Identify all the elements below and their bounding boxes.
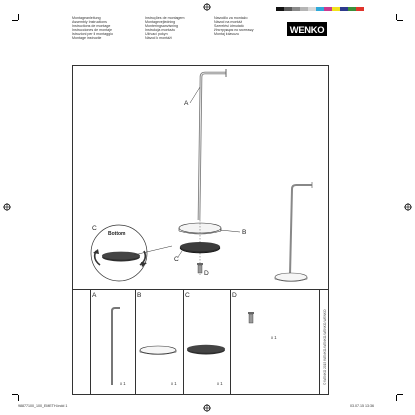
logo-text: WENKO	[289, 23, 325, 35]
part-letter-a: A	[92, 292, 97, 299]
color-swatch	[332, 7, 340, 11]
color-swatch	[316, 7, 324, 11]
color-swatch	[284, 7, 292, 11]
crop-mark	[18, 395, 19, 401]
registration-mark-icon	[203, 404, 211, 412]
color-swatch	[348, 7, 356, 11]
registration-mark-icon	[3, 203, 11, 211]
crop-mark	[12, 394, 18, 395]
language-list-3	[214, 16, 254, 36]
screw	[198, 265, 202, 273]
color-swatch	[308, 7, 316, 11]
language-list-1	[72, 16, 113, 40]
crop-mark	[18, 14, 19, 20]
wenko-logo	[287, 22, 327, 36]
crop-mark	[397, 20, 403, 21]
part-letter-d: D	[232, 292, 237, 299]
language-item: Užívací pokyn	[145, 32, 168, 37]
part-b-base	[140, 346, 176, 354]
language-item: Istruzioni per il montaggio	[72, 32, 113, 37]
language-item: Montaj kılavuzu	[214, 32, 239, 37]
label-a: A	[184, 100, 189, 107]
language-list-2	[145, 16, 185, 40]
color-swatch	[340, 7, 348, 11]
language-item: Návod k montáži	[145, 36, 172, 41]
language-item: Instruções de montagem	[145, 16, 185, 20]
label-d: D	[204, 270, 209, 277]
language-item: Instructions de montage	[72, 24, 111, 29]
language-item: Navodilo za montažo	[214, 16, 248, 20]
language-item: Instrucciones de montaje	[72, 28, 112, 33]
crop-mark	[397, 394, 403, 395]
part-d-screw	[249, 314, 253, 323]
language-item: Szerelési útmutató	[214, 24, 244, 29]
part-b-qty: x 1	[171, 381, 177, 386]
footer-timestamp: 03.07.15 13:36	[350, 404, 374, 408]
color-swatch	[324, 7, 332, 11]
label-c: C	[174, 256, 179, 263]
side-copyright-text: © WENKO 2015 WENKO-WENKO-WENKO-WENKO	[323, 309, 327, 385]
language-item: Monteringsanvisning	[145, 24, 178, 29]
language-item: Montageanleitung	[72, 16, 101, 20]
stand-rod	[199, 73, 226, 220]
color-swatch	[356, 7, 364, 11]
crop-mark	[396, 395, 397, 401]
part-a-rod	[112, 308, 120, 385]
part-d-qty: x 1	[271, 335, 277, 340]
language-item: Návod na montáž	[214, 20, 243, 25]
label-b: B	[242, 229, 247, 236]
part-a-qty: x 1	[120, 381, 126, 386]
detail-title: Bottom	[108, 231, 126, 237]
assembled-preview	[290, 185, 312, 275]
color-swatch	[276, 7, 284, 11]
language-item: Инструкция по монтажу	[214, 28, 254, 33]
assembly-diagram	[72, 65, 329, 289]
language-item: Assembly Instructions	[72, 20, 107, 25]
registration-mark-icon	[404, 203, 412, 211]
registration-mark-icon	[203, 3, 211, 11]
footer-file-info: 98877100_100_EMETH.indd 1	[18, 404, 68, 408]
color-swatch	[292, 7, 300, 11]
part-c-qty: x 1	[217, 381, 223, 386]
language-item: Instrukcja montażu	[145, 28, 176, 33]
parts-illustrations	[72, 289, 329, 395]
part-letter-c: C	[185, 292, 190, 299]
language-item: Montagevejledning	[145, 20, 176, 25]
detail-label: C	[92, 225, 97, 232]
crop-mark	[12, 20, 18, 21]
part-letter-b: B	[137, 292, 142, 299]
color-swatch	[300, 7, 308, 11]
language-item: Montage instructie	[72, 36, 102, 41]
